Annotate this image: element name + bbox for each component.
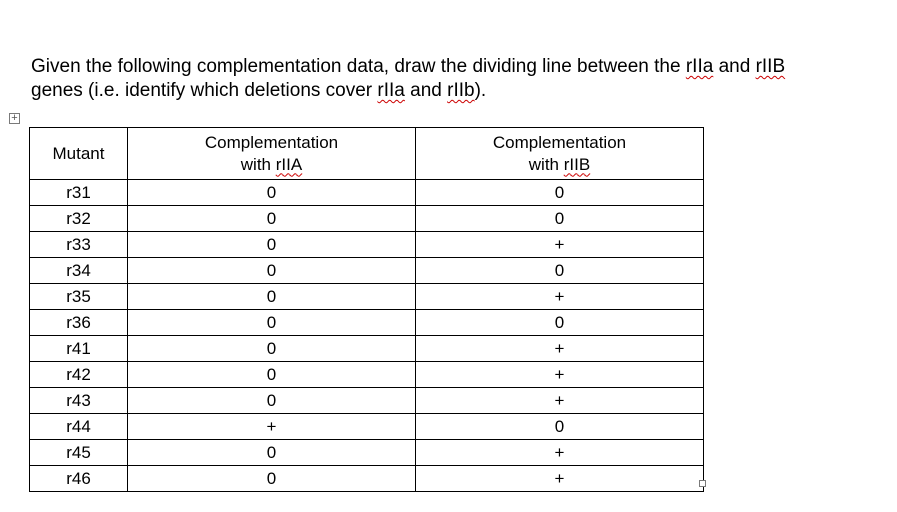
cell-mutant[interactable]: r45: [30, 440, 128, 466]
question-and-2: and: [404, 80, 448, 101]
cell-riib[interactable]: +: [416, 284, 704, 310]
cell-mutant[interactable]: r35: [30, 284, 128, 310]
question-line2-text: genes (i.e. identify which deletions cover: [31, 80, 378, 101]
table-move-handle-icon[interactable]: [9, 113, 20, 124]
question-line1-text: Given the following complementation data, draw the dividing line between the: [31, 56, 686, 77]
cell-riia[interactable]: 0: [128, 258, 416, 284]
cell-mutant[interactable]: r33: [30, 232, 128, 258]
term-riia: rIIa: [685, 56, 714, 77]
table-row: [30, 284, 704, 310]
table-row: [30, 388, 704, 414]
cell-riib[interactable]: +: [416, 440, 704, 466]
question-text: [31, 55, 881, 103]
cell-riia[interactable]: 0: [128, 206, 416, 232]
cell-riia[interactable]: 0: [128, 362, 416, 388]
cell-riia[interactable]: +: [128, 414, 416, 440]
cell-mutant[interactable]: r46: [30, 466, 128, 492]
cell-riia[interactable]: 0: [128, 284, 416, 310]
cell-mutant[interactable]: r31: [30, 180, 128, 206]
cell-riib[interactable]: +: [416, 232, 704, 258]
cell-riia[interactable]: 0: [128, 440, 416, 466]
table-row: [30, 232, 704, 258]
cell-riia[interactable]: 0: [128, 232, 416, 258]
cell-riib[interactable]: +: [416, 362, 704, 388]
move-handle-glyph: +: [11, 112, 18, 124]
cell-riib[interactable]: 0: [416, 258, 704, 284]
table-row: [30, 466, 704, 492]
question-and: and: [713, 56, 756, 77]
table-row: [30, 310, 704, 336]
table-row: [30, 414, 704, 440]
cell-riib[interactable]: +: [416, 336, 704, 362]
cell-riib[interactable]: +: [416, 388, 704, 414]
cell-riia[interactable]: 0: [128, 466, 416, 492]
table-row: [30, 206, 704, 232]
cell-riia[interactable]: 0: [128, 180, 416, 206]
cell-mutant[interactable]: r42: [30, 362, 128, 388]
cell-mutant[interactable]: r34: [30, 258, 128, 284]
cell-riib[interactable]: 0: [416, 206, 704, 232]
table-row: [30, 336, 704, 362]
header-b-prefix: with: [528, 154, 564, 174]
table-row: [30, 180, 704, 206]
cell-riia[interactable]: 0: [128, 336, 416, 362]
header-a-prefix: with: [240, 154, 276, 174]
header-mutant: Mutant: [30, 128, 128, 180]
question-line2-end: ).: [474, 80, 487, 101]
header-b-gene: rIIB: [563, 154, 591, 174]
complementation-table: [29, 127, 704, 492]
cell-riib[interactable]: 0: [416, 310, 704, 336]
table-header-row: [30, 128, 704, 180]
cell-mutant[interactable]: r44: [30, 414, 128, 440]
cell-mutant[interactable]: r32: [30, 206, 128, 232]
table-row: [30, 362, 704, 388]
table-row: [30, 258, 704, 284]
term-riib-2: rIIb: [447, 80, 475, 101]
header-complementation-riib: [416, 128, 704, 180]
cell-riia[interactable]: 0: [128, 310, 416, 336]
cell-mutant[interactable]: r36: [30, 310, 128, 336]
cell-riib[interactable]: 0: [416, 414, 704, 440]
term-riia-2: rIIa: [377, 80, 405, 101]
term-riib: rIIB: [755, 56, 786, 77]
header-complementation-riia: [128, 128, 416, 180]
table-body: [30, 180, 704, 492]
table-resize-handle[interactable]: [699, 480, 706, 487]
cell-mutant[interactable]: r41: [30, 336, 128, 362]
header-b-line1: Complementation: [492, 132, 627, 152]
cell-riib[interactable]: +: [416, 466, 704, 492]
header-a-gene: rIIA: [275, 154, 303, 174]
cell-riia[interactable]: 0: [128, 388, 416, 414]
cell-riib[interactable]: 0: [416, 180, 704, 206]
cell-mutant[interactable]: r43: [30, 388, 128, 414]
table-row: [30, 440, 704, 466]
header-a-line1: Complementation: [204, 132, 339, 152]
